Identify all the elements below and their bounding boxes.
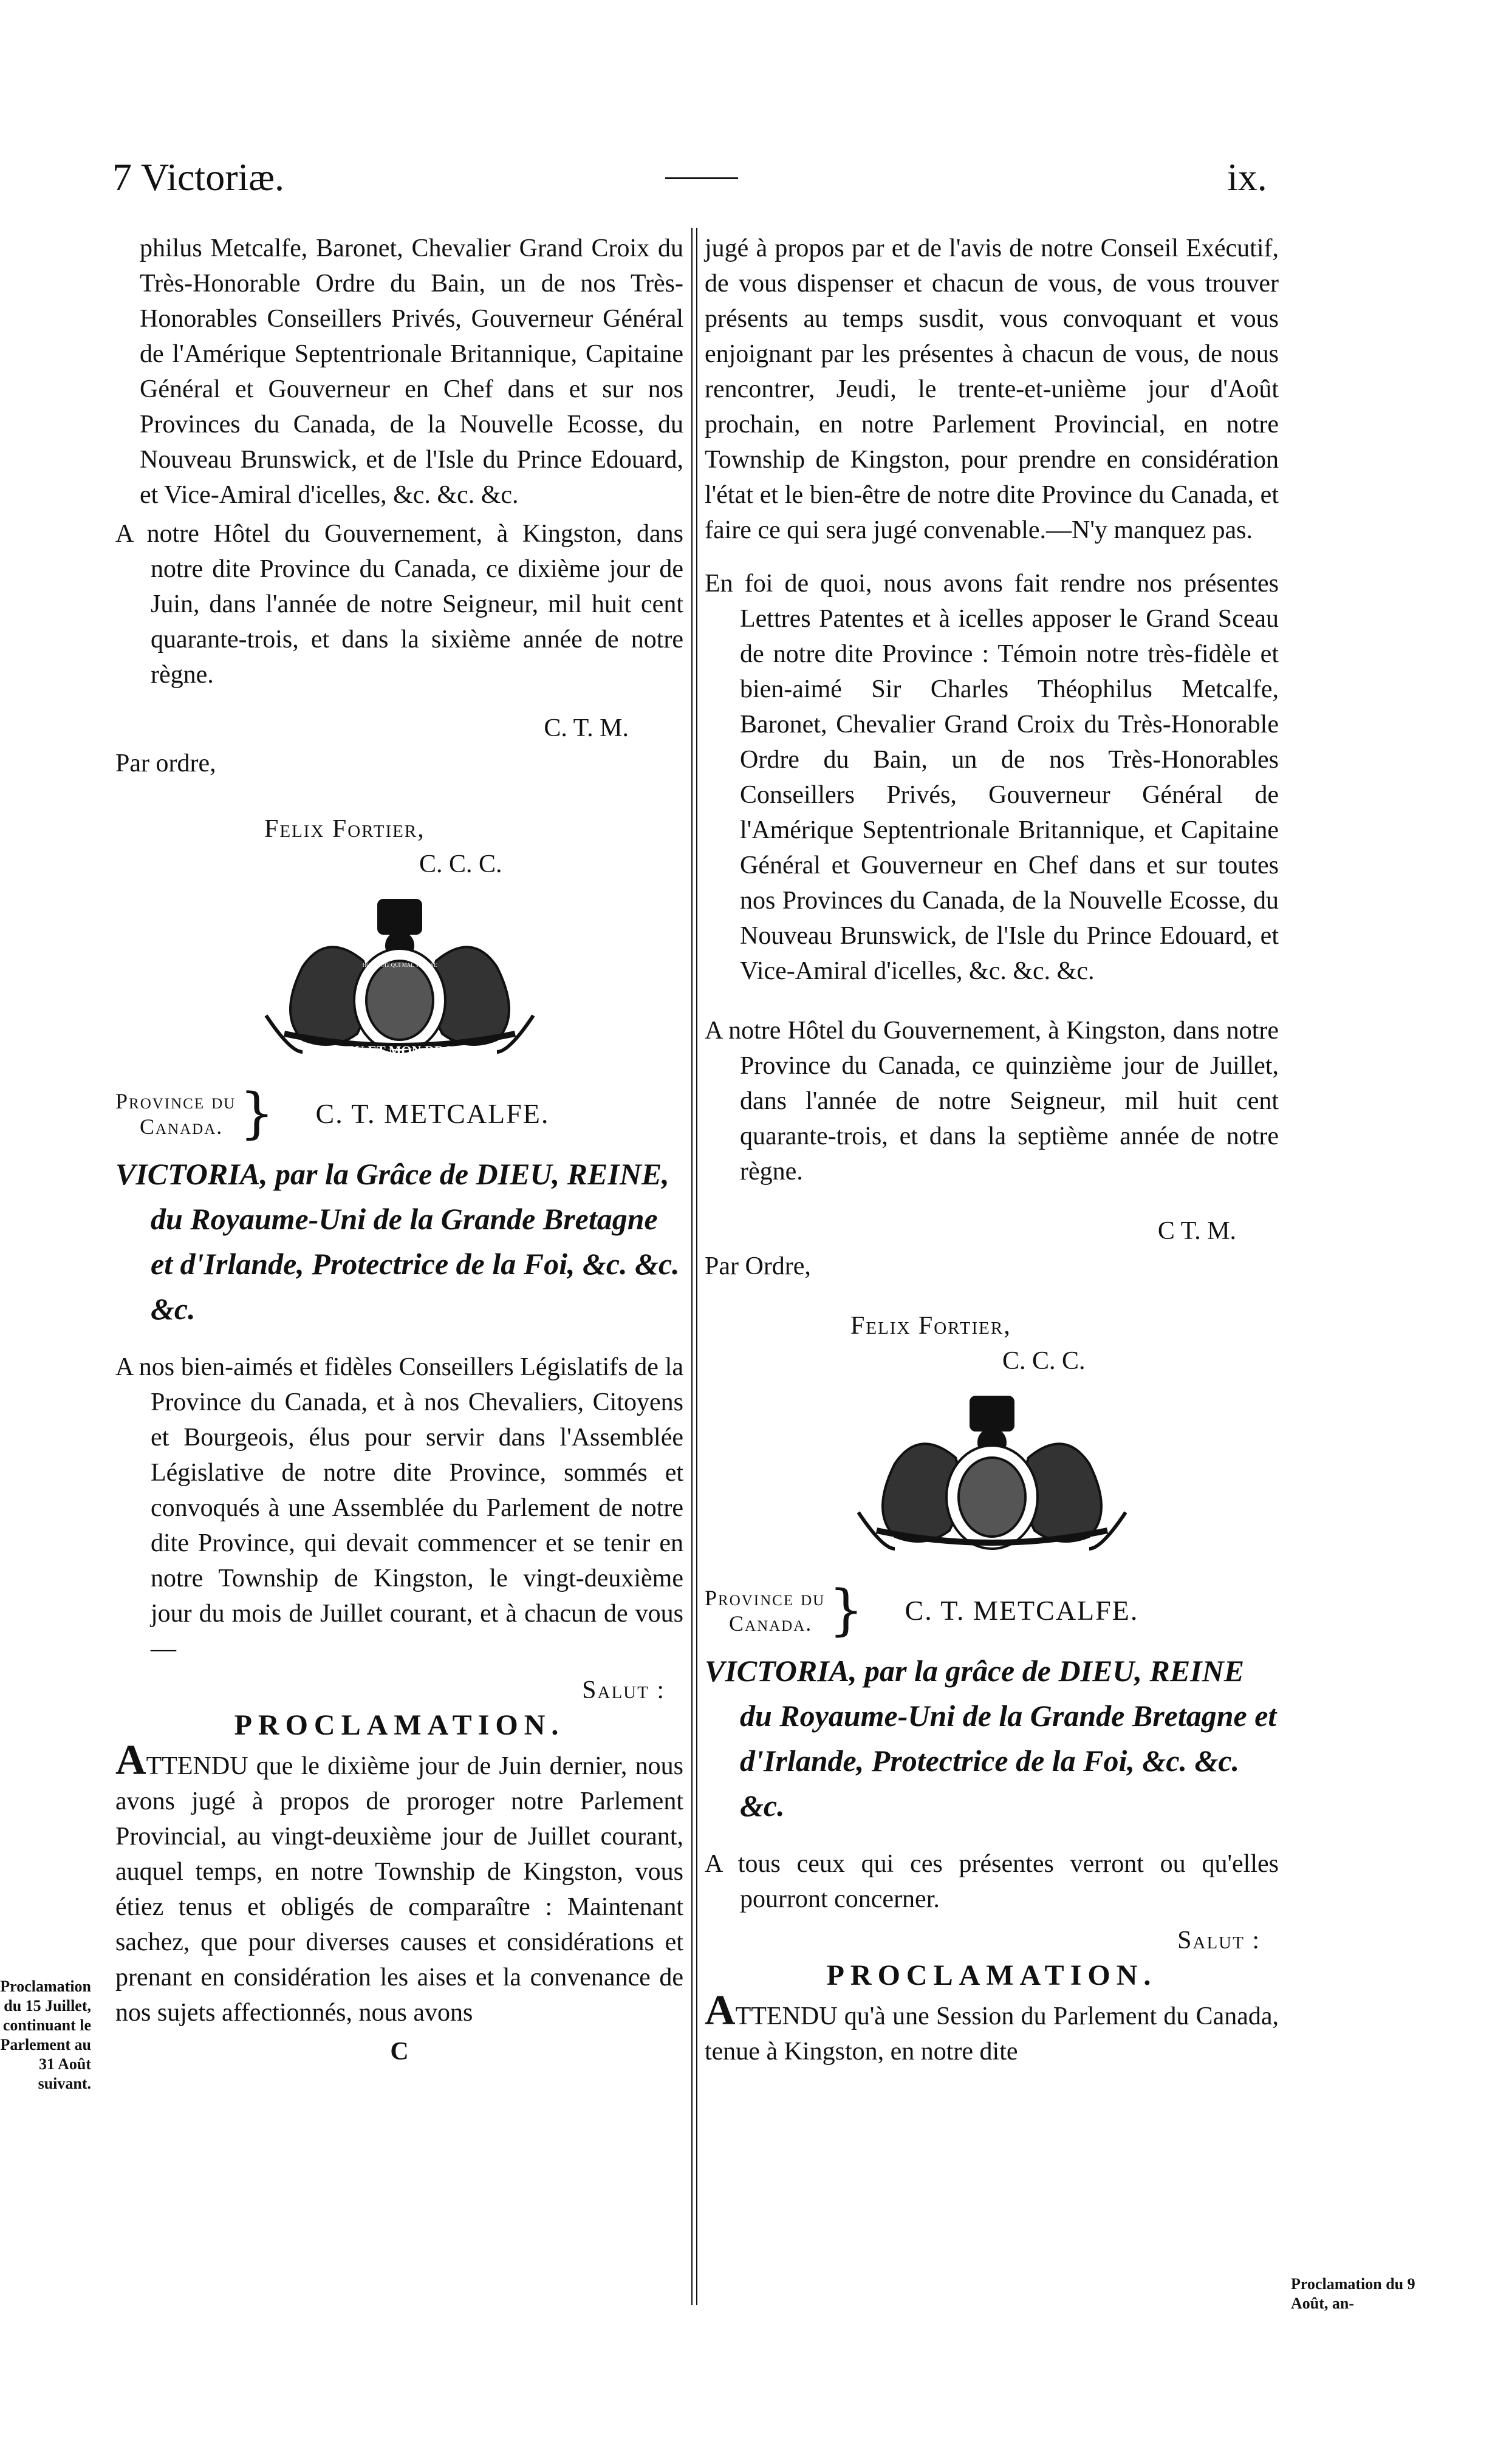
right-proclamation-title: PROCLAMATION.: [826, 1959, 1157, 1991]
right-address: A tous ceux qui ces présentes verront ou qu'elles pourront concerner.: [705, 1850, 1279, 1913]
left-ccc: C. C. C.: [419, 850, 502, 878]
column-divider: [691, 228, 693, 2305]
right-attendu: [705, 1987, 1279, 2069]
signature-mark: C: [390, 2038, 409, 2066]
left-signature: C. T. METCALFE.: [315, 1098, 550, 1129]
garter-motto: HONI SOIT QUI MAL Y PENSE: [362, 962, 437, 968]
right-salut: Salut :: [1177, 1926, 1261, 1954]
header-rule: [665, 177, 738, 179]
left-column: [115, 231, 683, 2069]
left-province-block: [115, 1082, 683, 1145]
right-para-3: A notre Hôtel du Gouvernement, à Kingston, dans notre Province du Canada, ce quinzième jour de Juillet, dans l'année de notre Seigneur, mil huit cent quarante-trois, et dans la septième année de notre règne.: [705, 1017, 1279, 1186]
brace-icon: }: [239, 1082, 275, 1145]
right-par-ordre: Par Ordre,: [705, 1252, 811, 1280]
left-felix: Felix Fortier,: [264, 815, 425, 843]
left-attendu-text: TTENDU que le dixième jour de Juin dernier, nous avons jugé à propos de proroger notre Parlement Provincial, au vingt-deuxième jour de Juillet courant, auquel temps, en notre Township de Kingston, vous étiez tenus et obligés de comparaître : Maintenant sachez, que pour diverses causes et considérations et prenant en considération les aises et la convenance de nos sujets affectionnés, nous avons: [115, 1752, 683, 2027]
right-province-block: [705, 1578, 1279, 1642]
left-para-2: A notre Hôtel du Gouvernement, à Kingston, dans notre dite Province du Canada, ce dixième jour de Juin, dans l'année de notre Seigneur, mil huit cent quarante-trois, et dans la sixième année de notre règne.: [115, 520, 683, 689]
left-address: A nos bien-aimés et fidèles Conseillers Législatifs de la Province du Canada, et à nos Chevaliers, Citoyens et Bourgeois, élus pour servir dans l'Assemblée Législative de notre dite Province, sommés et convoqués à une Assemblée du Parlement de notre dite Province, qui devait commencer et se tenir en notre Township de Kingston, le vingt-deuxième jour du mois de Juillet courant, et à chacun de vous—: [115, 1353, 683, 1663]
right-column: [705, 231, 1279, 2069]
left-par-ordre: Par ordre,: [115, 749, 216, 777]
running-head-left: 7 Victoriæ.: [112, 155, 284, 199]
right-ctm: C T. M.: [1157, 1217, 1236, 1245]
page-number: ix.: [1227, 155, 1267, 199]
royal-coat-of-arms-icon: [248, 894, 552, 1076]
left-para-1: philus Metcalfe, Baronet, Chevalier Grand Croix du Très-Honorable Ordre du Bain, un de nos Très-Honorables Conseillers Privés, Gouverneur Général de l'Amérique Septentrionale Britannique, Capitaine Général et Gouverneur en Chef dans et sur nos Provinces du Canada, de la Nouvelle Ecosse, du Nouveau Brunswick, et de l'Isle du Prince Edouard, et Vice-Amiral d'icelles, &c. &c. &c.: [140, 234, 683, 509]
left-ctm: C. T. M.: [544, 714, 629, 742]
right-margin-note: Proclamation du 9 Août, an-: [1291, 2275, 1415, 2312]
royal-coat-of-arms-icon-2: [840, 1391, 1144, 1573]
left-proclamation-title: PROCLAMATION.: [234, 1709, 565, 1741]
left-province-line1: Province du: [115, 1089, 236, 1113]
right-attendu-text: TTENDU qu'à une Session du Parlement du Canada, tenue à Kingston, en notre dite: [705, 2002, 1279, 2066]
right-ccc: C. C. C.: [1002, 1347, 1086, 1375]
right-province-line2: Canada.: [729, 1611, 813, 1636]
right-para-1: jugé à propos par et de l'avis de notre Conseil Exécutif, de vous dispenser et chacun de vous, de vous trouver présents au temps susdit, vous convoquant et vous enjoignant par les présentes à chacun de vous, de nous rencontrer, Jeudi, le trente-et-unième jour d'Août prochain, en notre Parlement Provincial, en notre Township de Kingston, pour prendre en considération l'état et le bien-être de notre dite Province du Canada, et faire ce qui sera jugé convenable.—N'y manquez pas.: [705, 234, 1279, 544]
left-attendu: [115, 1737, 683, 2030]
right-victoria: VICTORIA, par la grâce de DIEU, REINE du Royaume-Uni de la Grande Bretagne et d'Irlande, Protectrice de la Foi, &c. &c. &c.: [705, 1654, 1277, 1823]
column-divider-inner: [696, 228, 697, 2305]
right-para-2: En foi de quoi, nous avons fait rendre nos présentes Lettres Patentes et à icelles apposer le Grand Sceau de notre dite Province : Témoin notre très-fidèle et bien-aimé Sir Charles Théophilus Metcalfe, Baronet, Chevalier Grand Croix du Très-Honorable Ordre du Bain, un de nos Très-Honorables Conseillers Privés, Gouverneur Général de l'Amérique Septentrionale Britannique, et Capitaine Général et Gouverneur en Chef dans et sur toutes nos Provinces du Canada, de la Nouvelle Ecosse, du Nouveau Brunswick, de l'Isle du Prince Edouard, et Vice-Amiral d'icelles, &c. &c. &c.: [705, 570, 1279, 985]
left-margin-note: Proclamation du 15 Juillet, continuant le Parlement au 31 Août suivant.: [0, 1978, 91, 2092]
left-drop-cap: A: [115, 1737, 146, 1784]
right-province-line1: Province du: [705, 1586, 826, 1610]
left-salut: Salut :: [582, 1676, 665, 1704]
left-province-line2: Canada.: [140, 1114, 224, 1139]
right-signature: C. T. METCALFE.: [905, 1595, 1139, 1626]
right-drop-cap: A: [705, 1987, 736, 2034]
crest-motto: DIEU ET MON DROIT: [330, 1043, 468, 1058]
right-felix: Felix Fortier,: [850, 1312, 1011, 1340]
left-victoria: VICTORIA, par la Grâce de DIEU, REINE, du Royaume-Uni de la Grande Bretagne et d'Irlande, Protectrice de la Foi, &c. &c. &c.: [115, 1157, 680, 1326]
brace-icon-2: }: [829, 1578, 864, 1642]
